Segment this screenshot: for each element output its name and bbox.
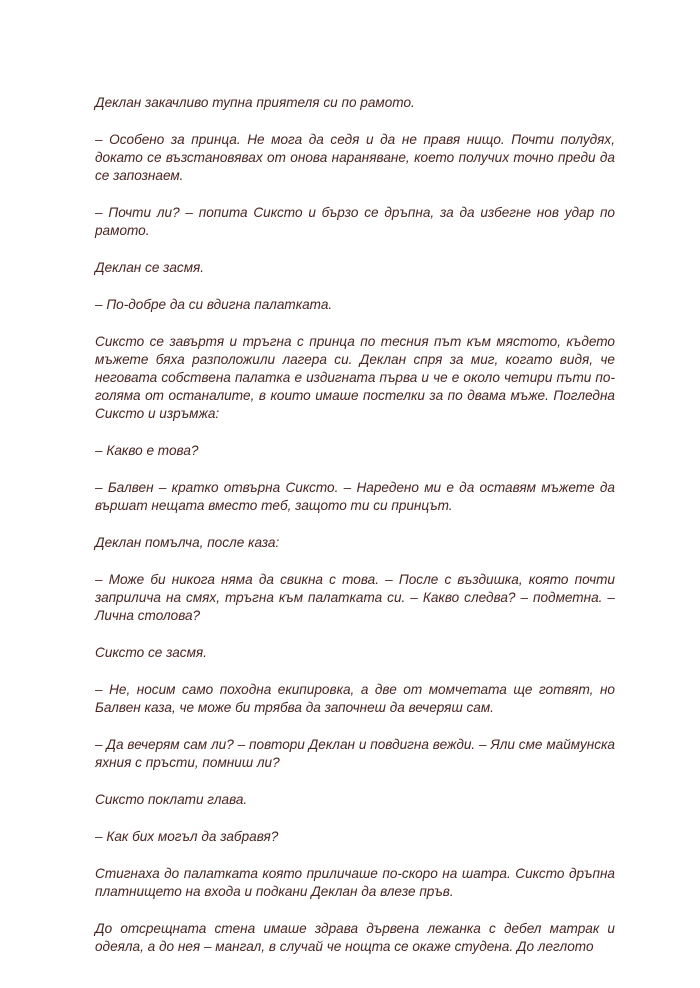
paragraph: Сиксто се завъртя и тръгна с принца по тесния път към мястото, където мъжете бяха разположили лагера си. Деклан спря за миг, когато видя, че неговата собствена палатка е издигната първа и че е около четири пъти по-голяма от останалите, в които имаше постелки за по двама мъже. Погледна Сиксто и изръмжа: xyxy=(95,334,615,421)
paragraph: – Как бих могъл да забравя? xyxy=(95,829,279,844)
paragraph: Сиксто поклати глава. xyxy=(95,792,248,807)
paragraph: – Не, носим само походна екипировка, а две от момчетата ще готвят, но Балвен каза, че може би трябва да започнеш да вечеряш сам. xyxy=(95,682,615,715)
paragraph: Сиксто се засмя. xyxy=(95,645,207,660)
body-text xyxy=(95,94,615,975)
paragraph: Деклан се засмя. xyxy=(95,260,205,275)
paragraph: – Почти ли? – попита Сиксто и бързо се дръпна, за да избегне нов удар по рамото. xyxy=(95,205,615,238)
paragraph: – Може би никога няма да свикна с това. – После с въздишка, която почти заприлича на смях, тръгна към палатката си. – Какво следва? – подметна. – Лична столова? xyxy=(95,572,615,623)
paragraph: Деклан закачливо тупна приятеля си по рамото. xyxy=(95,95,415,110)
paragraph: До отсрещната стена имаше здрава дървена лежанка с дебел матрак и одеяла, а до нея – мангал, в случай че нощта се окаже студена. До леглото xyxy=(95,921,615,954)
paragraph: Стигнаха до палатката която приличаше по-скоро на шатра. Сиксто дръпна платнището на входа и подкани Деклан да влезе пръв. xyxy=(95,866,615,899)
paragraph: – По-добре да си вдигна палатката. xyxy=(95,297,333,312)
paragraph: – Балвен – кратко отвърна Сиксто. – Наредено ми е да оставям мъжете да вършат нещата вместо теб, защото ти си принцът. xyxy=(95,480,615,513)
paragraph: – Какво е това? xyxy=(95,443,199,458)
paragraph: – Особено за принца. Не мога да седя и да не правя нищо. Почти полудях, докато се възстановявах от онова нараняване, което получих точно преди да се запознаем. xyxy=(95,132,615,183)
paragraph: Деклан помълча, после каза: xyxy=(95,535,280,550)
paragraph: – Да вечерям сам ли? – повтори Деклан и повдигна вежди. – Яли сме маймунска яхния с пръсти, помниш ли? xyxy=(95,737,615,770)
